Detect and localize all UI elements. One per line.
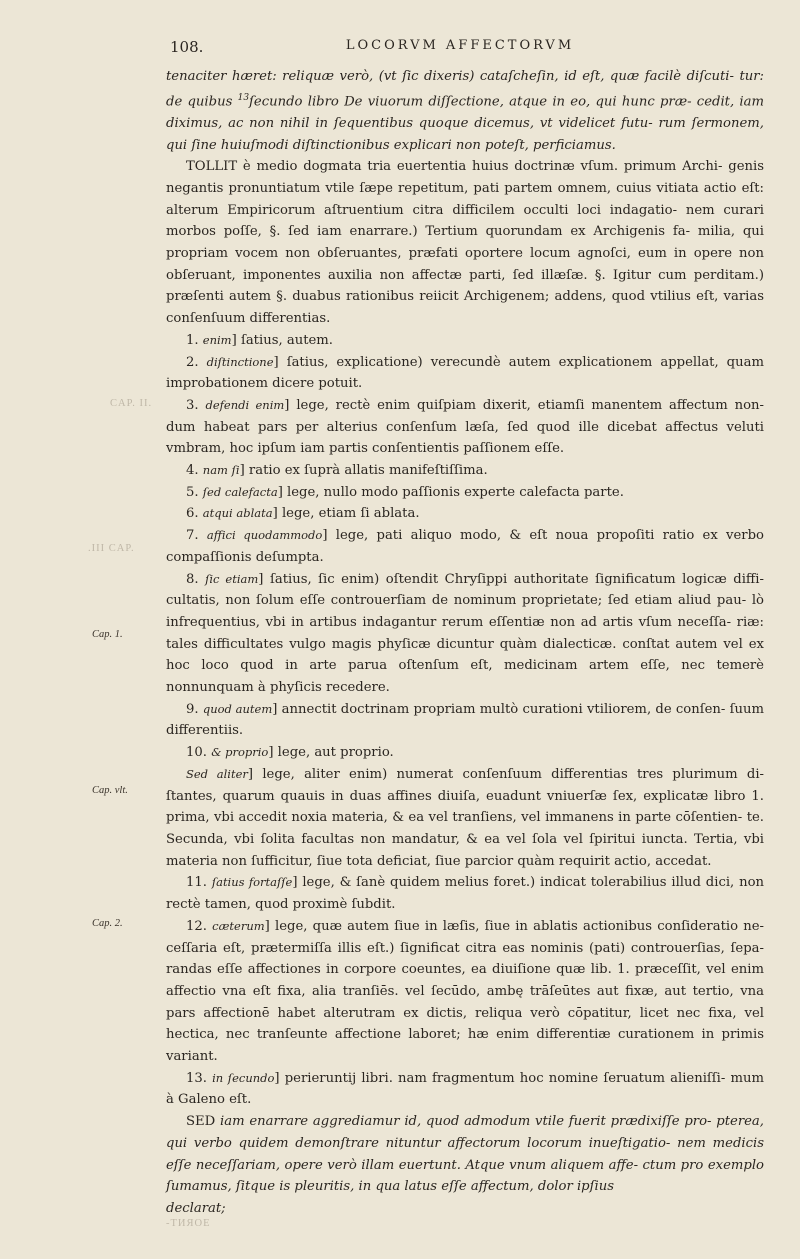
note-lemma: nam ſi — [202, 463, 240, 478]
note-number: 13. — [186, 1070, 207, 1086]
note-number: 9. — [186, 701, 199, 717]
footnote-ref: 13 — [237, 92, 250, 103]
note-lemma: defendi enim — [205, 397, 285, 412]
ghost-bottom-text: -ТИЯОЕ — [166, 1218, 211, 1229]
note-text: ſatius, autem. — [240, 332, 333, 348]
note-text: lege, quæ autem ſiue in læſis, ſiue in ablatis actionibus conſideratio ne- ceſſaria eſt, prætermiſſa illis eſt.) ſignificat citra eas nominis (pati) controuerſias, ſepa- randas eſſe affectiones in corpore coeuntes, ea diuiſione quæ lib. 1. præceſſit, vel enim affectio vna eſt fixa, alia tranſiēs. vel ſecūdo, ambę trāſeūtes aut fixæ, aut tertio, vna pars affectionē habet alterutram ex dictis, reliqua verò cōpatitur, licet nec fixa, vel hectica, nec tranſeunte affectione laboret; hæ enim differentiæ curationem in primis variant. — [166, 918, 764, 1065]
note-text: lege, nullo modo paſſionis experte calefacta parte. — [287, 484, 624, 500]
note-text: lege, & ſanè quidem melius foret.) indicat tolerabilius illud dici, non rectè tamen, quod proximè ſubdit. — [166, 875, 764, 913]
note-text: ratio ex ſuprà allatis manifeſtiſſima. — [248, 463, 488, 479]
note-number: 11. — [186, 875, 207, 891]
annotation-note: 4. nam ſi] ratio ex ſuprà allatis manifeſtiſſima. — [186, 463, 488, 479]
annotation-note: 12. cæterum] lege, quæ autem ſiue in læſis, ſiue in ablatis actionibus conſideratio ne- ceſſaria eſt, prætermiſſa illis eſt.) ſignificat citra eas nominis (pati) controuerſias, ſepa- randas eſſe affectiones in corpore coeuntes, ea diuiſione quæ lib. 1. præceſſit, vel enim affectio vna eſt fixa, alia tranſiēs. vel ſecūdo, ambę trāſeūtes aut fixæ, aut tertio, vna pars affectionē habet alterutram ex dictis, reliqua verò cōpatitur, licet nec fixa, vel hectica, nec tranſeunte affectione laboret; hæ enim differentiæ curationem in primis variant. — [166, 918, 764, 1065]
note-lemma: atqui ablata — [202, 506, 273, 521]
ghost-marginal-cap-iii: .III CAP. — [88, 543, 135, 554]
note-lemma: affici quodammodo — [206, 528, 323, 543]
annotation-note: 10. & proprio] lege, aut proprio. — [186, 745, 394, 761]
annotation-note: 2. diſtinctione] ſatius, explicatione) verecundè autem explicationem appellat, quam improbationem dicere potuit. — [166, 354, 764, 392]
page-number: 108. — [170, 38, 204, 56]
note-text: lege, rectè enim quiſpiam dixerit, etiamſi manentem affectum non- dum habeat pars per alterius conſenſum læſa, ſed quod ille dicebat affectus veluti vmbram, hoc ipſum iam partis conſentientis paſſionem eſſe. — [166, 397, 764, 457]
marginal-note-cap-1: Cap. 1. — [92, 629, 123, 640]
note-text: lege, aut proprio. — [277, 745, 394, 761]
running-title: LOCORVM AFFECTORVM — [345, 38, 575, 53]
annotation-note: 8. ſic etiam] ſatius, ſic enim) oſtendit Chryſippi authoritate ſignificatum logicæ diffi- cultatis, non ſolum eſſe controuerſiam de nominum proprietate; ſed etiam aliud pau- lò infrequentius, vbi in artibus indagantur rerum eſſentiæ non ad artis vſum neceſſa- riæ: tales difficultates vulgo magis phyſicæ dicuntur quàm dialecticæ. conſtat autem vel ex hoc loco quod in arte parua oſtenſum eſt, medicinam artem eſſe, nec temerè nonnunquam à phyſicis recedere. — [166, 571, 764, 696]
note-number: 5. — [186, 484, 199, 500]
annotation-note: 11. ſatius fortaſſe] lege, & ſanè quidem melius foret.) indicat tolerabilius illud dici, non rectè tamen, quod proximè ſubdit. — [166, 875, 764, 913]
annotations-list — [166, 330, 764, 1111]
note-lemma: quod autem — [202, 701, 273, 716]
note-number: 1. — [186, 332, 199, 348]
annotation-note: 9. quod autem] annectit doctrinam propriam multò curationi vtiliorem, de conſen- ſuum differentiis. — [166, 701, 764, 739]
marginal-note-cap-vlt: Cap. vlt. — [92, 785, 128, 796]
note-number: 7. — [186, 528, 199, 544]
note-number: 3. — [186, 397, 199, 413]
note-lemma: diſtinctione — [206, 354, 274, 369]
note-lemma: cæterum — [212, 918, 265, 933]
note-number: 10. — [186, 745, 207, 761]
page-header — [160, 38, 760, 60]
note-number: 8. — [186, 571, 199, 587]
note-lemma: ſed calefacta — [202, 484, 278, 499]
note-text: perieruntij libri. nam fragmentum hoc nomine ſeruatum alieniſſi- mum à Galeno eſt. — [166, 1070, 764, 1108]
note-text: ſatius, ſic enim) oſtendit Chryſippi authoritate ſignificatum logicæ diffi- cultatis, non ſolum eſſe controuerſiam de nominum proprietate; ſed etiam aliud pau- lò infrequentius, vbi in artibus indagantur rerum eſſentiæ non ad artis vſum neceſſa- riæ: tales difficultates vulgo magis phyſicæ dicuntur quàm dialecticæ. conſtat autem vel ex hoc loco quod in arte parua oſtenſum eſt, medicinam artem eſſe, nec temerè nonnunquam à phyſicis recedere. — [166, 571, 764, 696]
annotation-note: 13. in ſecundo] perieruntij libri. nam fragmentum hoc nomine ſeruatum alieniſſi- mum à Galeno eſt. — [166, 1070, 764, 1108]
note-text: lege, aliter enim) numerat conſenſuum differentias tres plurimum di- ſtantes, quarum quauis in duas affines diuiſa, euadunt vniuerſæ ſex, explicatæ libro 1. prima, vbi accedit noxia materia, & ea vel tranſiens, vel immanens in parte cōſentien- te. Secunda, vbi ſolita facultas non mandatur, & ea vel ſola vel ſpiritui iuncta. Tertia, vbi materia non ſufficitur, ſiue tota deficiat, ſiue parcior quàm requirit actio, accedat. — [166, 766, 764, 869]
commentary-tollit: TOLLIT è medio dogmata tria euertentia huius doctrinæ vſum. primum Archi- genis negantis pronuntiatum vtile ſæpe repetitum, pati partem omnem, cuius vitiata actio eſt: alterum Empiricorum aſtruentium citra difficilem occulti loci indagatio- nem curari morbos poſſe, §. ſed iam enarrare.) Tertium quorundam ex Archigenis fa- milia, qui propriam vocem non obſeruantes, præfati oportere locum agnoſci, eum in opere non obſeruant, imponentes auxilia non affectæ parti, ſed illæſæ. §. Igitur cum perditam.) præſenti autem §. duabus rationibus reiicit Archigenem; addens, quod vtilius eſt, varias conſenſuum differentias. — [166, 159, 764, 327]
note-lemma: in ſecundo — [212, 1070, 275, 1085]
note-text: ſatius, explicatione) verecundè autem explicationem appellat, quam improbationem dicere potuit. — [166, 354, 764, 392]
ghost-marginal-cap-ii: CAP. II. — [110, 398, 153, 409]
annotation-note: Sed aliter] lege, aliter enim) numerat conſenſuum differentias tres plurimum di- ſtantes, quarum quauis in duas affines diuiſa, euadunt vniuerſæ ſex, explicatæ libro 1. prima, vbi accedit noxia materia, & ea vel tranſiens, vel immanens in parte cōſentien- te. Secunda, vbi ſolita facultas non mandatur, & ea vel ſola vel ſpiritui iuncta. Tertia, vbi materia non ſufficitur, ſiue tota deficiat, ſiue parcior quàm requirit actio, accedat. — [166, 766, 764, 869]
note-number: 2. — [186, 354, 199, 370]
annotation-note: 3. defendi enim] lege, rectè enim quiſpiam dixerit, etiamſi manentem affectum non- dum habeat pars per alterius conſenſum læſa, ſed quod ille dicebat affectus veluti vmbram, hoc ipſum iam partis conſentientis paſſionem eſſe. — [166, 397, 764, 457]
annotation-note: 6. atqui ablata] lege, etiam ſi ablata. — [186, 506, 420, 522]
annotation-note: 7. affici quodammodo] lege, pati aliquo modo, & eſt noua propoſiti ratio ex verbo compaſſionis deſumpta. — [166, 528, 764, 565]
annotation-note: 5. ſed calefacta] lege, nullo modo paſſionis experte calefacta parte. — [186, 484, 624, 500]
note-text: lege, pati aliquo modo, & eſt noua propoſiti ratio ex verbo compaſſionis deſumpta. — [166, 528, 764, 565]
note-number: 4. — [186, 463, 199, 479]
catchword: declarat; — [166, 1200, 226, 1216]
note-text: lege, etiam ſi ablata. — [281, 506, 420, 522]
note-lemma: ſatius fortaſſe — [211, 875, 293, 890]
text-body — [166, 66, 764, 1220]
note-number: 6. — [186, 506, 199, 522]
note-lemma: & proprio — [211, 745, 269, 760]
closing-paragraph: SED iam enarrare aggrediamur id, quod admodum vtile fuerit prædixiſſe pro- pterea, qui verbo quidem demonſtrare nituntur affectorum locorum inueſtigatio- nem medicis eſſe neceſſariam, opere verò illam euertunt. Atque vnum aliquem affe- ctum pro exemplo ſumamus, ſitque is pleuritis, in qua latus eſſe affectum, dolor ipſius — [166, 1114, 764, 1195]
marginal-note-cap-2: Cap. 2. — [92, 918, 123, 929]
intro-paragraph: tenaciter hæret: reliquæ verò, (vt ſic dixeris) cataſcheſin, id eſt, quæ facilè diſcuti- tur: de quibus $^{13}$ſecundo libro De viuorum diſſectione, atque in eo, qui hunc præ- cedit, iam diximus, ac non nihil in ſequentibus quoque dicemus, vt videlicet futu- rum ſermonem, qui ſine huiuſmodi diſtinctionibus explicari non poteſt, perficiamus. — [166, 69, 764, 153]
note-lemma: ſic etiam — [205, 571, 259, 586]
note-lemma: Sed aliter — [186, 766, 248, 781]
note-lemma: enim — [202, 332, 232, 347]
annotation-note: 1. enim] ſatius, autem. — [186, 332, 333, 348]
note-number: 12. — [186, 918, 207, 934]
note-text: annectit doctrinam propriam multò curationi vtiliorem, de conſen- ſuum differentiis. — [166, 701, 764, 739]
